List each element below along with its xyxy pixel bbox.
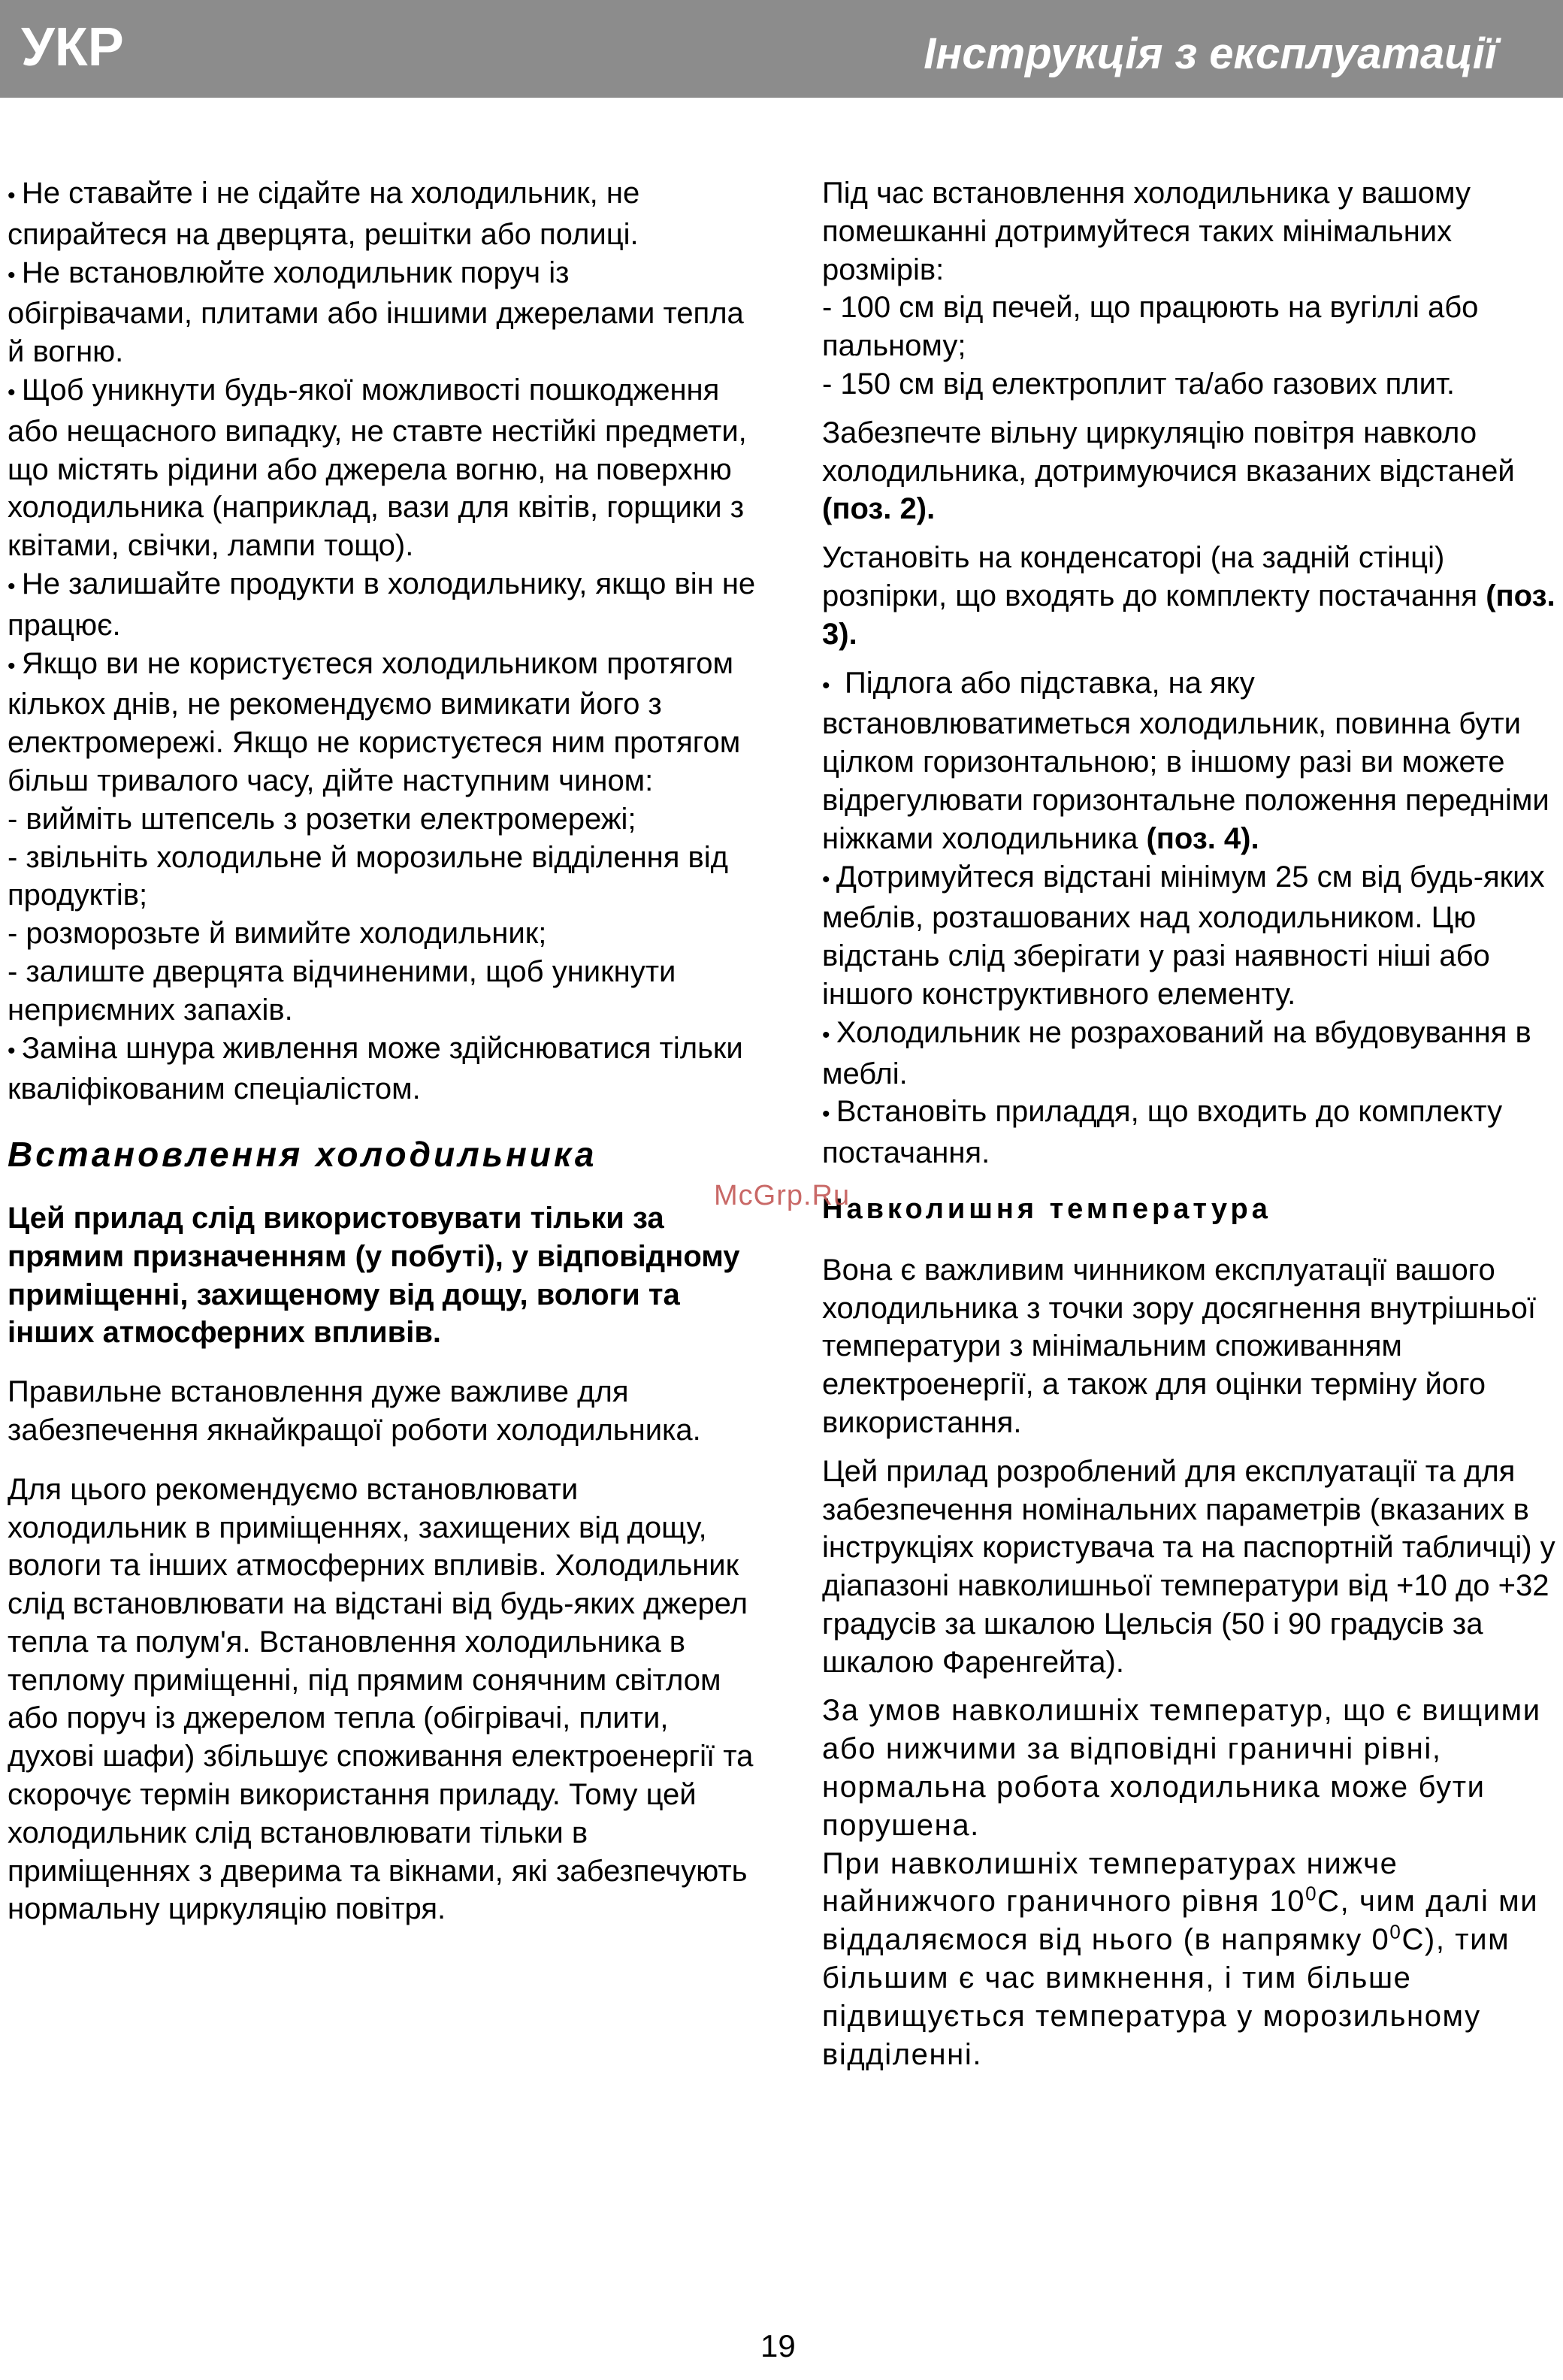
left-column [8, 174, 759, 1928]
section-heading-installation: Встановлення холодильника [8, 1135, 597, 1175]
figure-reference: (поз. 4). [1146, 821, 1259, 855]
subheading-ambient-temperature: Навколишня температура [822, 1193, 1271, 1225]
document-title: Інструкція з експлуатації [924, 29, 1497, 78]
paragraph-spacers [822, 539, 1563, 653]
dash-item: - 150 см від електроплит та/або газових плит. [822, 367, 1455, 401]
right-column [822, 174, 1563, 2073]
dash-item: - залиште дверцята відчиненими, щоб уникнути неприємних запахів. [8, 954, 676, 1027]
paragraph-min-distances: Під час встановлення холодильника у вашому помешканні дотримуйтеся таких мінімальних розмірів: [822, 177, 1471, 286]
bold-intro-paragraph: Цей прилад слід використовувати тільки за прямим призначенням (у побуті), у відповідному приміщенні, захищеному від дощу, вологи та інших атмосферних впливів. [8, 1201, 740, 1350]
paragraph-temperature-range: Цей прилад розроблений для експлуатації та для забезпечення номінальних параметрів (вказаних в інструкціях користувача та на паспортній табличці) у діапазоні навколишньої температури від +10 до +32 градусів за шкалою Цельсія (50 і 90 градусів за шкалою Фаренгейта). [822, 1454, 1555, 1679]
paragraph-text: С), тим більшим є час вимкнення, і тим більше підвищується температура у морозильному відділенні. [822, 1923, 1510, 2071]
paragraph-air-circulation [822, 414, 1563, 528]
paragraph-installation-recommendations: Для цього рекомендуємо встановлювати холодильник в приміщеннях, захищених від дощу, вологи та інших атмосферних впливів. Холодильник слід встановлювати на відстані від будь-яких джерел тепла та полум'я. Встановлення холодильника в теплому приміщенні, під прямим сонячним світлом або поруч із джерелом тепла (обігрівачі, плити, духові шафи) збільшує споживання електроенергії та скорочує термін використання приладу. Тому цей холодильник слід встановлювати тільки в приміщеннях з дверима та вікнами, які забезпечують нормальну циркуляцію повітря. [8, 1472, 754, 1926]
bullet-power-cord: • Заміна шнура живлення може здійснюватися тільки кваліфікованим спеціалістом. [8, 1030, 759, 1109]
paragraph-text: Установіть на конденсаторі (на задній стінці) розпірки, що входять до комплекту постачання [822, 541, 1478, 612]
paragraph-text: С, чим далі ми віддаляємося від нього (в напрямку 0 [822, 1885, 1539, 1957]
dash-item: - звільніть холодильне й морозильне відділення від продуктів; [8, 840, 729, 912]
page-header [0, 0, 1563, 98]
bullet-not-built-in: • Холодильник не розрахований на вбудовування в меблі. [822, 1014, 1563, 1093]
dash-item: - 100 см від печей, що працюють на вугіллі або пальному; [822, 291, 1479, 363]
bullet-level-floor [822, 664, 1563, 858]
page-number: 19 [760, 2328, 796, 2363]
degree-superscript: 0 [1389, 1920, 1402, 1943]
bullet-unstable-objects: • Щоб уникнути будь-якої можливості пошкодження або нещасного випадку, не ставте нестійкі предмети, що містять рідини або джерела вогню, на поверхню холодильника (наприклад, вази для квітів, горщики з квітами, свічки, лампи тощо). [8, 371, 759, 565]
language-label: УКР [21, 17, 124, 77]
bullet-not-using: • Якщо ви не користуєтеся холодильником протягом кількох днів, не рекомендуємо вимикати його з електромережі. Якщо не користуєтеся ним протягом більш тривалого часу, дійте наступним чином: [8, 645, 759, 800]
bullet-accessories: • Встановіть приладдя, що входить до комплекту постачання. [822, 1093, 1563, 1172]
paragraph-temperature-factor: Вона є важливим чинником експлуатації вашого холодильника з точки зору досягнення внутрішньої температури з мінімальним споживанням електроенергії, а також для оцінки терміну його використання. [822, 1253, 1536, 1439]
bullet-leave-food: • Не залишайте продукти в холодильнику, якщо він не працює. [8, 565, 759, 645]
paragraph-correct-installation: Правильне встановлення дуже важливе для забезпечення якнайкращої роботи холодильника. [8, 1375, 701, 1447]
paragraph-text: Забезпечте вільну циркуляцію повітря навколо холодильника, дотримуючися вказаних відстаней [822, 416, 1515, 488]
paragraph-abnormal-temperatures: За умов навколишніх температур, що є вищими або нижчими за відповідні граничні рівні, нормальна робота холодильника може бути порушена. [822, 1694, 1541, 1842]
degree-superscript: 0 [1305, 1883, 1318, 1906]
dash-item: - вийміть штепсель з розетки електромережі; [8, 802, 636, 836]
paragraph-low-temperatures [822, 1845, 1563, 2074]
dash-item: - розморозьте й вимийте холодильник; [8, 917, 547, 951]
bullet-no-standing: • Не ставайте і не сідайте на холодильник, не спирайтеся на дверцята, решітки або полиці. [8, 174, 759, 254]
bullet-furniture-distance: • Дотримуйтеся відстані мінімум 25 см від будь-яких меблів, розташованих над холодильником. Цю відстань слід зберігати у разі наявності ніші або іншого конструктивного елементу. [822, 858, 1563, 1014]
paragraph-text: При навколишніх температурах нижче найнижчого граничного рівня 10 [822, 1846, 1398, 1919]
figure-reference: (поз. 2). [822, 492, 936, 526]
watermark: McGrp.Ru [714, 1180, 851, 1211]
paragraph-text: Підлога або підставка, на яку встановлюватиметься холодильник, повинна бути цілком горизонтальною; в іншому разі ви можете відрегулювати горизонтальне положення передніми ніжками холодильника [822, 666, 1549, 855]
bullet-heat-sources: • Не встановлюйте холодильник поруч із обігрівачами, плитами або іншими джерелами тепла й вогню. [8, 254, 759, 371]
figure-reference: (поз. 3). [822, 579, 1555, 651]
